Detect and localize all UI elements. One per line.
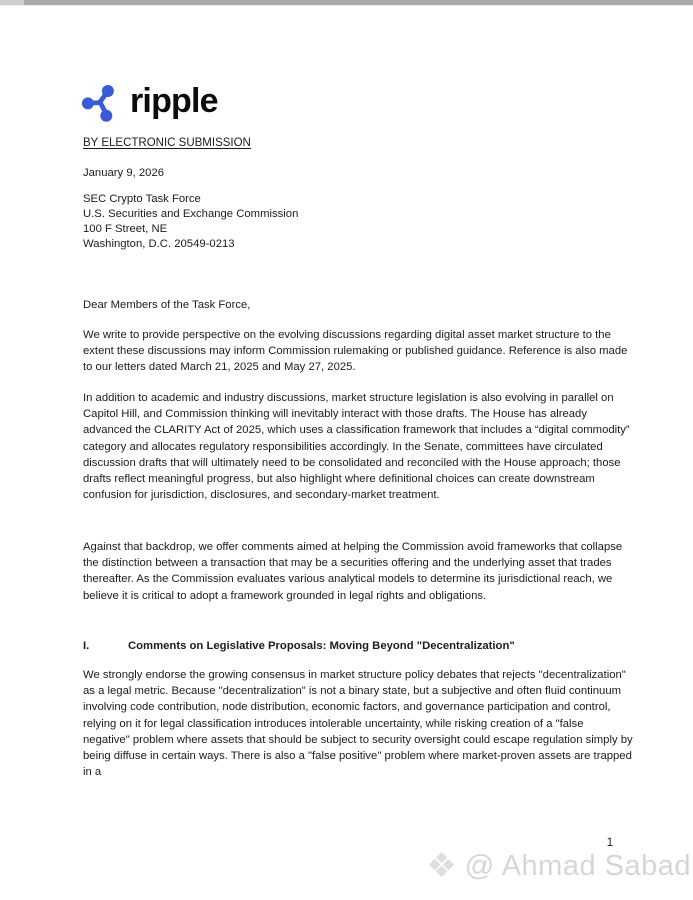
body-paragraph-3: Against that backdrop, we offer comments aimed at helping the Commission avoid frameworks that collapse the distinction between a transaction that may be a securities offering and the underlying asset that trades thereafter. As the Commission evaluates various analytical models to determine its jurisdictional reach, we believe it is critical to adopt a framework grounded in legal rights and obligations. (83, 541, 623, 602)
diamond-icon: ❖ (426, 847, 457, 886)
window-top-edge-segment (0, 0, 24, 5)
recipient-line: 100 F Street, NE (83, 222, 168, 235)
watermark-text: @ Ahmad Sabad (464, 850, 691, 882)
recipient-line: U.S. Securities and Exchange Commission (83, 207, 299, 220)
ripple-wordmark: ripple (130, 82, 218, 120)
letter-date: January 9, 2026 (83, 167, 165, 179)
recipient-line: Washington, D.C. 20549-0213 (83, 237, 235, 250)
ripple-logo (80, 82, 218, 124)
section-heading (83, 638, 633, 654)
delivery-method-line: BY ELECTRONIC SUBMISSION (83, 137, 251, 149)
recipient-line: SEC Crypto Task Force (83, 193, 201, 205)
section-heading-number: I. (83, 640, 90, 652)
salutation: Dear Members of the Task Force, (83, 299, 251, 311)
window-top-edge (0, 0, 693, 6)
page-number: 1 (606, 837, 614, 849)
body-paragraph-2: In addition to academic and industry discussions, market structure legislation is also evolving in parallel on Capitol Hill, and Commission thinking will inevitably interact with those drafts. The House has already advanced the CLARITY Act of 2025, which uses a classification framework that includes a “digital commodity” category and allocates regulatory responsibilities accordingly. In the Senate, committees have circulated discussion drafts that will ultimately need to be consolidated and reconciled with the House approach; those drafts reflect meaningful progress, but also highlight where definitional choices can create downstream confusion for jurisdiction, disclosures, and secondary-market treatment. (83, 392, 630, 502)
body-paragraph-1: We write to provide perspective on the evolving discussions regarding digital asset market structure to the extent these discussions may inform Commission rulemaking or published guidance. Reference is also made to our letters dated March 21, 2025 and May 27, 2025. (83, 329, 628, 374)
body-paragraph-4: We strongly endorse the growing consensus in market structure policy debates that rejects "decentralization" as a legal metric. Because "decentralization" is not a binary state, but a subjective and often fluid continuum involving code contribution, node distribution, economic factors, and governance participation and control, relying on it for legal classification introduces intolerable uncertainty, while risking creation of a "false negative" problem where assets that should be subject to security oversight could escape regulation simply by being diffuse in certain ways. There is also a "false positive" problem where market-proven assets are trapped in a (83, 669, 633, 779)
section-heading-title: Comments on Legislative Proposals: Moving Beyond "Decentralization" (128, 640, 515, 652)
ripple-mark-icon (80, 83, 123, 123)
watermark (426, 849, 691, 884)
recipient-address-block (83, 192, 633, 252)
